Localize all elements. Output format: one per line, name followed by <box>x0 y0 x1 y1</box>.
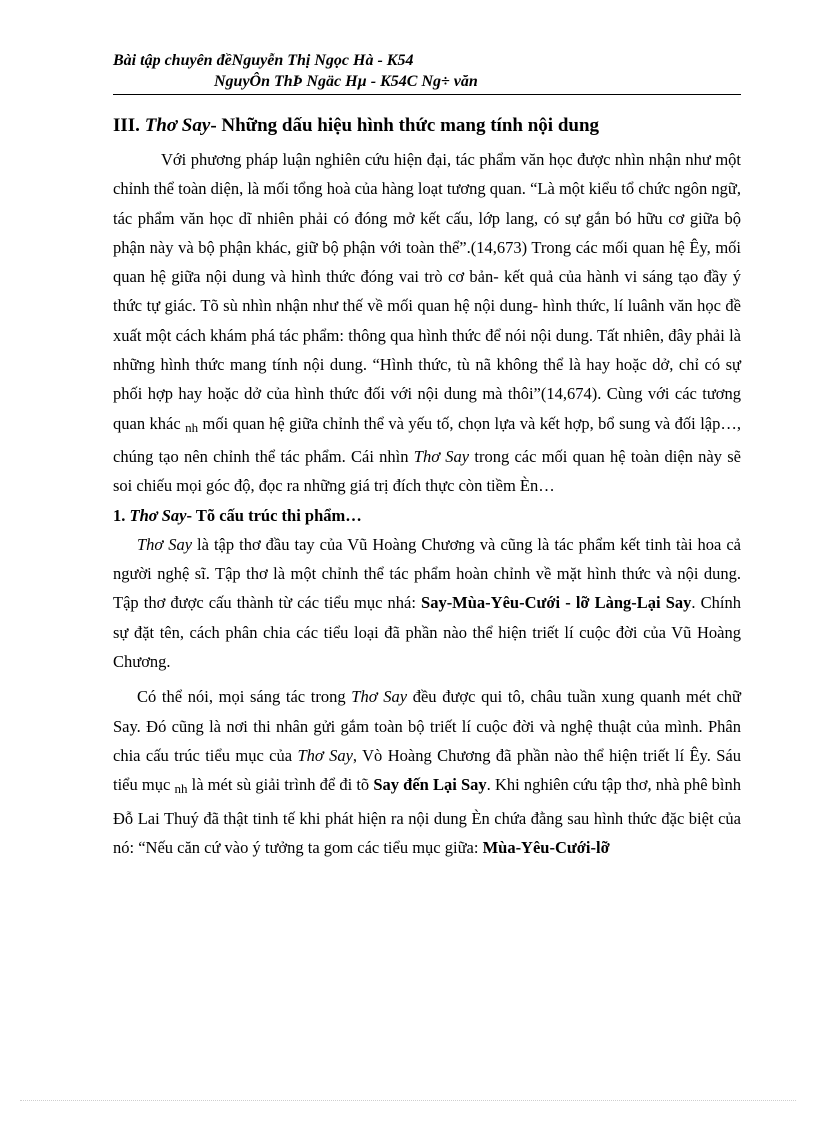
p3-text-b: đều được qui tô, châu tuần xung quanh mét chữ Say. Đó cũng là nơi thi nhân gửi gắm toàn bộ triết lí cuộc đời và nghệ thuật của mình. Phân chia cấu trúc tiểu mục của <box>113 687 741 765</box>
p1-abbrev: nh <box>185 419 199 435</box>
p2-bold: Say-Mùa-Yêu-Cưới - lỡ Làng-Lại Say <box>421 593 692 613</box>
p3-bold-den: đến <box>403 775 429 795</box>
p3-italic-1: Thơ Say <box>351 687 408 707</box>
p3-italic-2: Thơ Say <box>297 745 353 765</box>
p2-text-c: . Chính sự đặt tên, cách phân chia các tiểu loại đã phần nào thể hiện triết lí cuộc đời của Vũ Hoàng Chương. <box>113 593 741 672</box>
p3-text-d: là mét sù giải trình để đi tõ <box>187 775 374 795</box>
paragraph-3 <box>113 682 741 862</box>
p3-bold-1: Say <box>373 775 399 795</box>
paragraph-2 <box>113 530 741 676</box>
p3-bold-3: Mùa-Yêu-Cưới-lỡ <box>482 837 610 857</box>
p3-text-c: , Vò Hoàng Chương đã phần nào thể hiện triết lí Êy. Sáu tiểu mục <box>113 745 741 795</box>
subsection-italic: Thơ Say <box>129 505 187 525</box>
p1-italic: Thơ Say <box>413 446 470 466</box>
section-title-rest: - Những dấu hiệu hình thức mang tính nội dung <box>210 115 600 136</box>
section-title-italic: Thơ Say <box>144 115 211 136</box>
document-body <box>113 113 741 862</box>
header-rule <box>113 94 741 95</box>
page-header <box>113 50 741 92</box>
p3-abbrev: nh <box>174 781 188 797</box>
header-line-1: Bài tập chuyên đềNguyễn Thị Ngọc Hà - K54 <box>113 52 414 69</box>
header-line-2: NguyÔn ThÞ Ngäc Hµ - K54C Ng÷ văn <box>214 73 478 90</box>
p2-text-a: là tập thơ đầu tay của Vũ Hoàng Chương và cũng là tác phẩm kết tinh tài hoa cả người nghệ sĩ. Tập thơ là một chỉnh thể tác phẩm hoàn chỉnh về mặt hình thức và nội dung. Tập thơ được cấu thành từ các tiểu mục nhá: <box>113 534 741 613</box>
section-number: III. <box>113 115 145 136</box>
p1-text-c: trong các mối quan hệ toàn diện này sẽ soi chiếu mọi góc độ, đọc ra những giá trị đích thực còn tiềm Èn… <box>113 446 741 496</box>
p3-bold-2: Lại Say <box>433 775 487 795</box>
section-heading <box>113 113 741 139</box>
p1-text-b: mối quan hệ giữa chỉnh thể và yếu tố, chọn lựa và kết hợp, bổ sung và đối lập…, chúng tạo nên chỉnh thể tác phẩm. Cái nhìn <box>113 413 741 466</box>
p3-text-h: . Khi nghiên cứu tập thơ, nhà phê bình Đỗ Lai Thuý đã thật tinh tế khi phát hiện ra nội dung Èn chứa đằng sau hình thức đặc biệt của nó: “Nếu căn cứ vào ý tưởng ta gom các tiểu mục giữa: <box>113 775 742 857</box>
p3-text-a: Có thể nói, mọi sáng tác trong <box>137 687 352 707</box>
subsection-rest: - Tõ cấu trúc thi phẩm… <box>186 505 362 525</box>
paragraph-1 <box>113 145 741 501</box>
subsection-number: 1. <box>113 505 130 525</box>
footer-dotted-line <box>20 1100 796 1101</box>
p1-text-a: Với phương pháp luận nghiên cứu hiện đại, tác phẩm văn học được nhìn nhận như một chỉnh thể toàn diện, là mối tổng hoà của hàng loạt tương quan. “Là một kiểu tổ chức ngôn ngữ, tác phẩm văn học dĩ nhiên phải có đóng mở kết cấu, lớp lang, có sự gắn bó hữu cơ giữa bộ phận này và bộ phận khác, giữ bộ phận với toàn thể”.(14,673) Trong các mối quan hệ Êy, mối quan hệ giữa nội dung và hình thức đóng vai trò cơ bản- kết quả của hành vi sáng tạo đầy ý thức tự giác. Tõ sù nhìn nhận như thế về mối quan hệ nội dung- hình thức, lí luânh văn học đề xuất một cách khám phá tác phẩm: thông qua hình thức để nói nội dung. Tất nhiên, đây phải là những hình thức mang tính nội dung. “Hình thức, tù nã không thể là hay hoặc dở, chỉ có sự phối hợp hay hoặc dở của hình thức đối với nội dung mà thôi”(14,674). Cùng với các tương quan khác <box>113 150 741 433</box>
subsection-heading <box>113 501 741 530</box>
p2-italic: Thơ Say <box>137 534 193 554</box>
